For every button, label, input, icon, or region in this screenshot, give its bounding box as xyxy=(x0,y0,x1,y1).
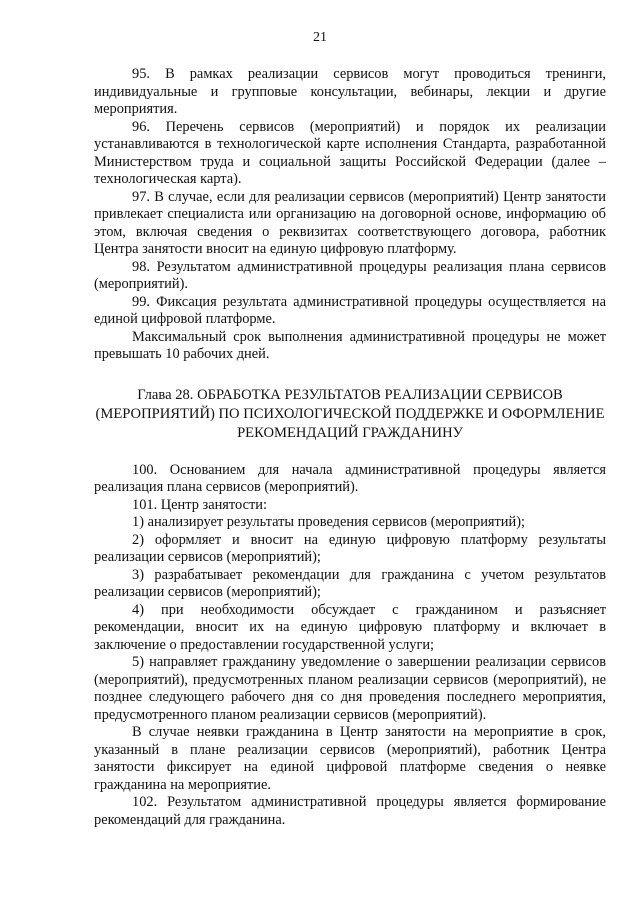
paragraph-98: 98. Результатом административной процедуры реализация плана сервисов (мероприятий). xyxy=(94,258,606,292)
paragraph-no-show: В случае неявки гражданина в Центр занятости на мероприятие в срок, указанный в плане реализации сервисов (мероприятий), работник Центра занятости фиксирует на единой цифровой платформе сведения о неявке гражданина на мероприятие. xyxy=(94,724,606,793)
list-item-5: 5) направляет гражданину уведомление о завершении реализации сервисов (мероприятий), предусмотренных планом реализации сервисов (мероприятий), не позднее следующего рабочего дня со дня проведения последнего мероприятия, предусмотренного планом реализации сервисов (мероприятий). xyxy=(94,654,606,723)
list-item-1: 1) анализирует результаты проведения сервисов (мероприятий); xyxy=(132,514,525,530)
list-item-3: 3) разрабатывает рекомендации для гражданина с учетом результатов реализации сервисов (мероприятий); xyxy=(94,566,606,600)
paragraph-101: 101. Центр занятости: xyxy=(132,496,267,513)
list-item-4: 4) при необходимости обсуждает с гражданином и разъясняет рекомендации, вносит их на единую цифровую платформу и включает в заключение о предоставлении государственной услуги; xyxy=(94,601,606,653)
paragraph-100: 100. Основанием для начала административной процедуры является реализация плана сервисов (мероприятий). xyxy=(94,461,606,495)
paragraph-95: 95. В рамках реализации сервисов могут проводиться тренинги, индивидуальные и групповые консультации, вебинары, лекции и другие мероприятия. xyxy=(94,66,606,117)
list-item-2: 2) оформляет и вносит на единую цифровую платформу результаты реализации сервисов (мероприятий); xyxy=(94,531,606,565)
paragraph-96: 96. Перечень сервисов (мероприятий) и порядок их реализации устанавливаются в технологической карте исполнения Стандарта, разработанной Министерством труда и социальной защиты Российской Федерации (далее – технологическая карта). xyxy=(94,118,606,187)
page-number: 21 xyxy=(313,30,327,45)
paragraph-max-term: Максимальный срок выполнения административной процедуры не может превышать 10 рабочих дней. xyxy=(94,328,606,362)
paragraph-97: 97. В случае, если для реализации сервисов (мероприятий) Центр занятости привлекает специалиста или организацию на договорной основе, информацию об этом, включая сведения о реквизитах соответствующего договора, работник Центра занятости вносит на единую цифровую платформу. xyxy=(94,188,606,257)
paragraph-99: 99. Фиксация результата административной процедуры осуществляется на единой цифровой платформе. xyxy=(94,293,606,327)
chapter-heading: Глава 28. ОБРАБОТКА РЕЗУЛЬТАТОВ РЕАЛИЗАЦИИ СЕРВИСОВ (МЕРОПРИЯТИЙ) ПО ПСИХОЛОГИЧЕСКОЙ ПОДДЕРЖКЕ И ОФОРМЛЕНИЕ РЕКОМЕНДАЦИЙ ГРАЖДАНИНУ xyxy=(95,386,605,441)
document-body xyxy=(94,66,606,829)
paragraph-102: 102. Результатом административной процедуры является формирование рекомендаций для гражданина. xyxy=(94,794,606,828)
